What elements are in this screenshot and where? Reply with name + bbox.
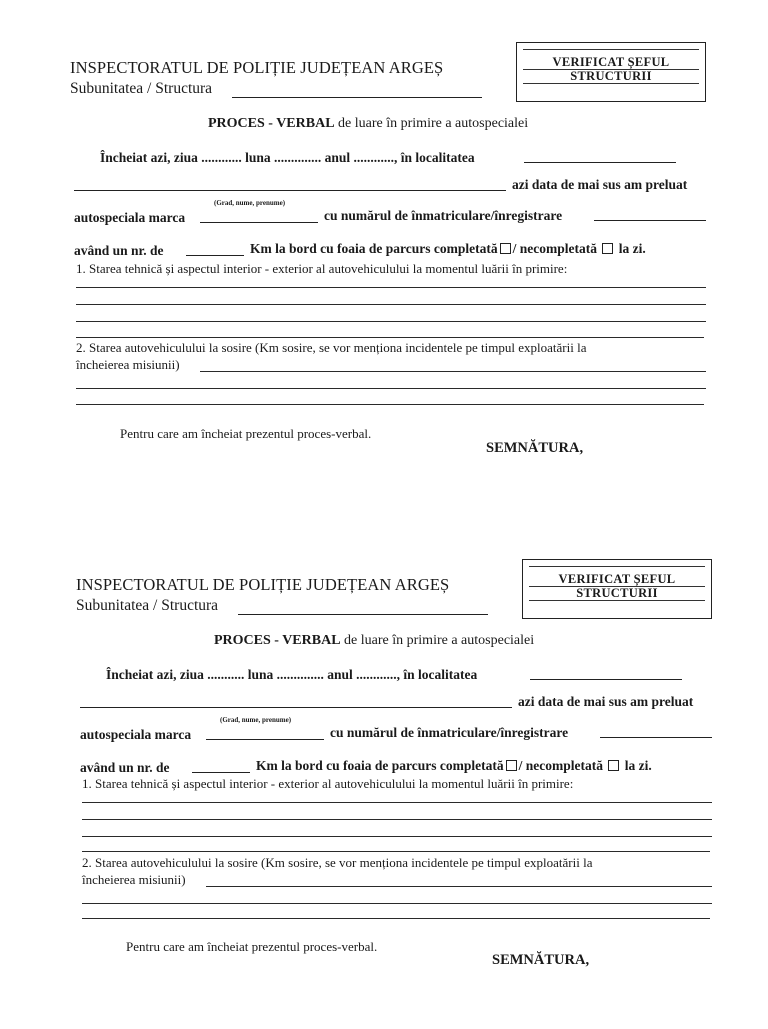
localitate-field-line (530, 679, 682, 680)
km-bord-line (256, 758, 652, 774)
subunit-label: Subunitatea / Structura (70, 80, 213, 97)
item-2-text-line-2: încheierea misiunii) (82, 872, 186, 887)
checkbox-necompletata[interactable] (608, 760, 619, 771)
stamp-rule (523, 83, 699, 84)
item-2-rule-2 (82, 903, 712, 904)
grad-note: (Grad, nume, prenume) (214, 199, 286, 207)
verification-line-2: STRUCTURII (570, 69, 652, 83)
item-2-rule-1 (200, 371, 706, 372)
item-2-rule-1 (206, 886, 712, 887)
label-necompletata: / necompletată (518, 758, 603, 773)
item-2-rule-2 (76, 388, 706, 389)
label-numar-inmatriculare: cu numărul de înmatriculare/înregistrare (324, 208, 563, 223)
title-rest: de luare în primire a autospecialei (344, 633, 535, 648)
item-1-rule-3 (82, 836, 712, 837)
stamp-rule (529, 566, 705, 567)
item-1-text: 1. Starea tehnică și aspectul interior - exterior al autovehiculului la momentul luării în primire: (76, 261, 568, 276)
km-field-line (192, 772, 250, 773)
item-2-rule-3 (82, 918, 710, 919)
km-field-line (186, 255, 244, 256)
form-proces-verbal-2 (6, 517, 768, 1029)
label-la-zi: la zi. (618, 241, 646, 256)
label-km-bord: Km la bord cu foaia de parcurs completată (250, 241, 498, 256)
item-1-rule-3 (76, 321, 706, 322)
label-la-zi: la zi. (624, 758, 652, 773)
line-azi-data: azi data de mai sus am preluat (518, 694, 694, 709)
km-bord-line (250, 241, 646, 257)
item-1-rule-1 (82, 802, 712, 803)
subunit-label: Subunitatea / Structura (76, 597, 219, 614)
name-field-line (80, 707, 512, 708)
localitate-field-line (524, 162, 676, 163)
name-field-line (74, 190, 506, 191)
item-1-rule-2 (76, 304, 706, 305)
checkbox-necompletata[interactable] (602, 243, 613, 254)
label-avand: având un nr. de (74, 243, 164, 258)
item-1-rule-2 (82, 819, 712, 820)
item-1-rule-4 (76, 337, 704, 338)
closing-text: Pentru care am încheiat prezentul proces-verbal. (126, 939, 378, 954)
marca-field-line (200, 222, 318, 223)
signature-label: SEMNĂTURA, (486, 440, 584, 456)
stamp-rule (523, 49, 699, 50)
grad-note: (Grad, nume, prenume) (220, 716, 292, 724)
label-numar-inmatriculare: cu numărul de înmatriculare/înregistrare (330, 725, 569, 740)
line-incheiat: Încheiat azi, ziua ........... luna .............. anul ............, în localitatea (106, 667, 478, 682)
verification-stamp-box (516, 42, 706, 102)
item-2-rule-3 (76, 404, 704, 405)
marca-field-line (206, 739, 324, 740)
document-title (214, 633, 534, 649)
signature-label: SEMNĂTURA, (492, 952, 590, 968)
institution-name: INSPECTORATUL DE POLIȚIE JUDEȚEAN ARGEȘ (76, 575, 450, 594)
label-avand: având un nr. de (80, 760, 170, 775)
item-1-rule-4 (82, 851, 710, 852)
subunit-field-line (232, 97, 482, 98)
verification-line-1: VERIFICAT ȘEFUL (558, 572, 676, 586)
verification-line-1: VERIFICAT ȘEFUL (552, 55, 670, 69)
label-autospeciala: autospeciala marca (80, 727, 192, 742)
label-necompletata: / necompletată (512, 241, 597, 256)
item-2-text-line-2: încheierea misiunii) (76, 357, 180, 372)
subunit-field-line (238, 614, 488, 615)
label-km-bord: Km la bord cu foaia de parcurs completată (256, 758, 504, 773)
checkbox-completata[interactable] (506, 760, 517, 771)
inmatriculare-field-line (600, 737, 712, 738)
stamp-rule (529, 600, 705, 601)
institution-name: INSPECTORATUL DE POLIȚIE JUDEȚEAN ARGEȘ (70, 58, 444, 77)
item-2-text-line-1: 2. Starea autovehiculului la sosire (Km sosire, se vor menționa incidentele pe timpul exploatării la (82, 855, 593, 870)
checkbox-completata[interactable] (500, 243, 511, 254)
verification-line-2: STRUCTURII (576, 586, 658, 600)
document-title (208, 116, 528, 132)
item-2-text-line-1: 2. Starea autovehiculului la sosire (Km sosire, se vor menționa incidentele pe timpul exploatării la (76, 340, 587, 355)
title-bold: PROCES - VERBAL (208, 116, 335, 131)
title-bold: PROCES - VERBAL (214, 633, 341, 648)
verification-stamp-box (522, 559, 712, 619)
line-azi-data: azi data de mai sus am preluat (512, 177, 688, 192)
inmatriculare-field-line (594, 220, 706, 221)
item-1-text: 1. Starea tehnică și aspectul interior - exterior al autovehiculului la momentul luării în primire: (82, 776, 574, 791)
form-proces-verbal-1 (0, 0, 768, 512)
line-incheiat: Încheiat azi, ziua ............ luna .............. anul ............, în localitatea (100, 150, 475, 165)
title-rest: de luare în primire a autospecialei (338, 116, 529, 131)
label-autospeciala: autospeciala marca (74, 210, 186, 225)
closing-text: Pentru care am încheiat prezentul proces-verbal. (120, 426, 372, 441)
item-1-rule-1 (76, 287, 706, 288)
